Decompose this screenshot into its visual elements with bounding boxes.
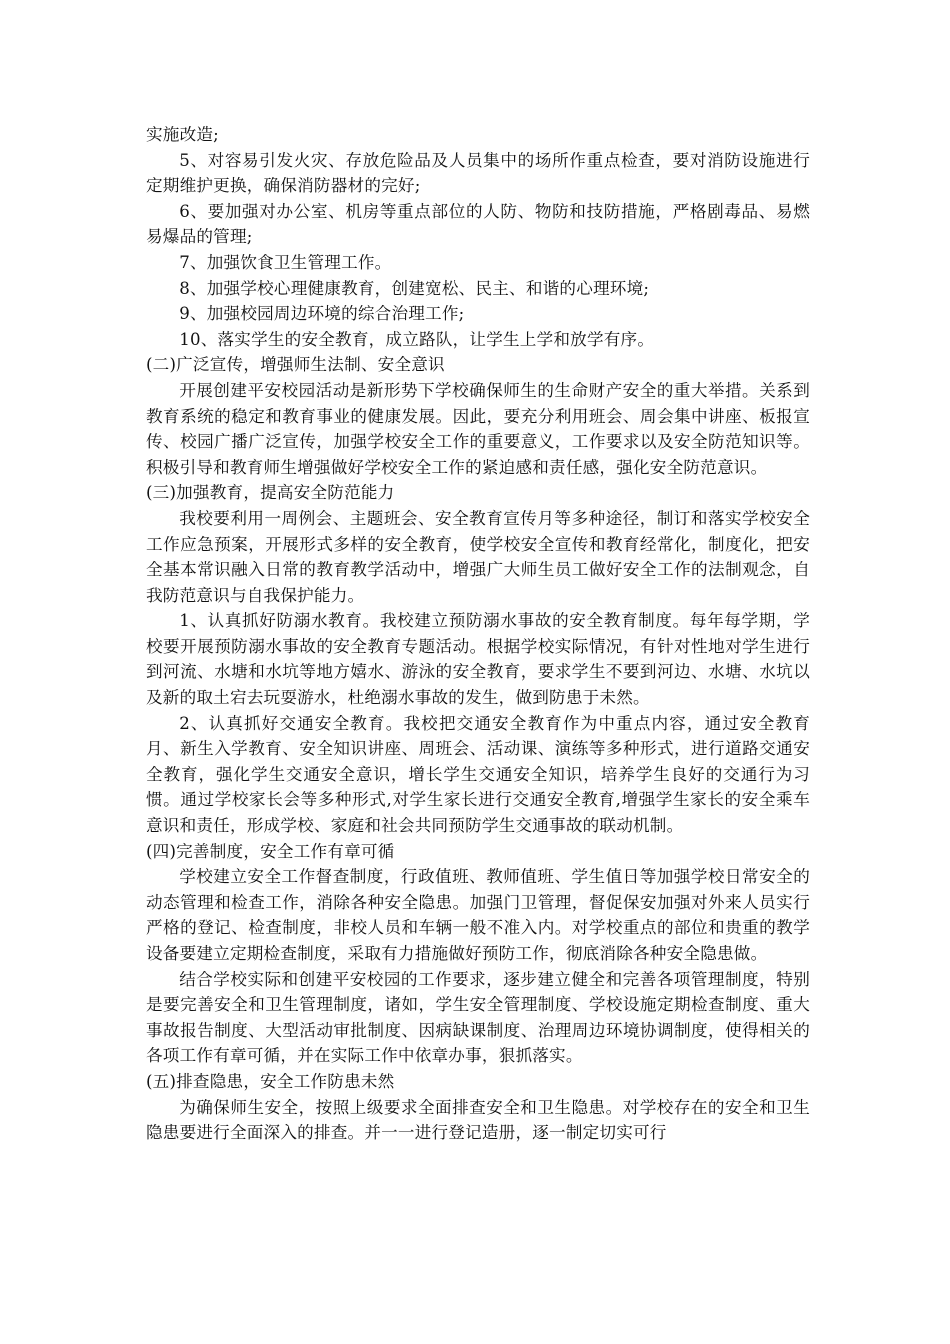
- section-heading-3: (三)加强教育，提高安全防范能力: [146, 483, 395, 503]
- section-heading-5: (五)排查隐患，安全工作防患未然: [146, 1071, 395, 1091]
- paragraph-3: 7、加强饮食卫生管理工作。: [179, 252, 392, 272]
- paragraph-5: 9、加强校园周边环境的综合治理工作;: [179, 304, 465, 324]
- paragraph-2: 6、要加强对办公室、机房等重点部位的人防、物防和技防措施，严格剧毒品、易燃易爆品的管理;: [146, 201, 810, 247]
- paragraph-10: 我校要利用一周例会、主题班会、安全教育宣传月等多种途径，制订和落实学校安全工作应急预案，开展形式多样的安全教育，使学校安全宣传和教育经常化，制度化，把安全基本常识融入日常的教育教学活动中，增强广大师生员工做好安全工作的法制观念，自我防范意识与自我保护能力。: [146, 508, 810, 605]
- paragraph-6: 10、落实学生的安全教育，成立路队，让学生上学和放学有序。: [179, 329, 655, 349]
- paragraph-17: 为确保师生安全，按照上级要求全面排查安全和卫生隐患。对学校存在的安全和卫生隐患要进行全面深入的排查。并一一进行登记造册，逐一制定切实可行: [146, 1097, 810, 1143]
- paragraph-8: 开展创建平安校园活动是新形势下学校确保师生的生命财产安全的重大举措。关系到教育系统的稳定和教育事业的健康发展。因此，要充分利用班会、周会集中讲座、板报宣传、校园广播广泛宣传，加强学校安全工作的重要意义，工作要求以及安全防范知识等。积极引导和教育师生增强做好学校安全工作的紧迫感和责任感，强化安全防范意识。: [146, 380, 810, 477]
- paragraph-0: 实施改造;: [146, 125, 219, 144]
- paragraph-14: 学校建立安全工作督查制度，行政值班、教师值班、学生值日等加强学校日常安全的动态管理和检查工作，消除各种安全隐患。加强门卫管理，督促保安加强对外来人员实行严格的登记、检查制度，非校人员和车辆一般不准入内。对学校重点的部位和贵重的教学设备要建立定期检查制度，采取有力措施做好预防工作，彻底消除各种安全隐患做。: [146, 867, 810, 963]
- paragraph-4: 8、加强学校心理健康教育，创建宽松、民主、和谐的心理环境;: [179, 278, 650, 298]
- paragraph-1: 5、对容易引发火灾、存放危险品及人员集中的场所作重点检查，要对消防设施进行定期维护更换，确保消防器材的完好;: [146, 150, 810, 196]
- paragraph-12: 2、认真抓好交通安全教育。我校把交通安全教育作为中重点内容，通过安全教育月、新生入学教育、安全知识讲座、周班会、活动课、演练等多种形式，进行道路交通安全教育，强化学生交通安全意识，增长学生交通安全知识，培养学生良好的交通行为习惯。通过学校家长会等多种形式,对学生家长进行交通安全教育,增强学生家长的安全乘车意识和责任，形成学校、家庭和社会共同预防学生交通事故的联动机制。: [146, 713, 810, 836]
- paragraph-15: 结合学校实际和创建平安校园的工作要求，逐步建立健全和完善各项管理制度，特别是要完善安全和卫生管理制度，诸如，学生安全管理制度、学校设施定期检查制度、重大事故报告制度、大型活动审批制度、因病缺课制度、治理周边环境协调制度，使得相关的各项工作有章可循，并在实际工作中依章办事，狠抓落实。: [146, 969, 810, 1066]
- document-page: [146, 122, 810, 1146]
- section-heading-4: (四)完善制度，安全工作有章可循: [146, 841, 395, 861]
- section-heading-2: (二)广泛宣传，增强师生法制、安全意识: [146, 355, 445, 375]
- paragraph-11: 1、认真抓好防溺水教育。我校建立预防溺水事故的安全教育制度。每年每学期，学校要开展预防溺水事故的安全教育专题活动。根据学校实际情况，有针对性地对学生进行到河流、水塘和水坑等地方嬉水、游泳的安全教育，要求学生不要到河边、水塘、水坑以及新的取土宕去玩耍游水，杜绝溺水事故的发生，做到防患于未然。: [146, 611, 810, 708]
